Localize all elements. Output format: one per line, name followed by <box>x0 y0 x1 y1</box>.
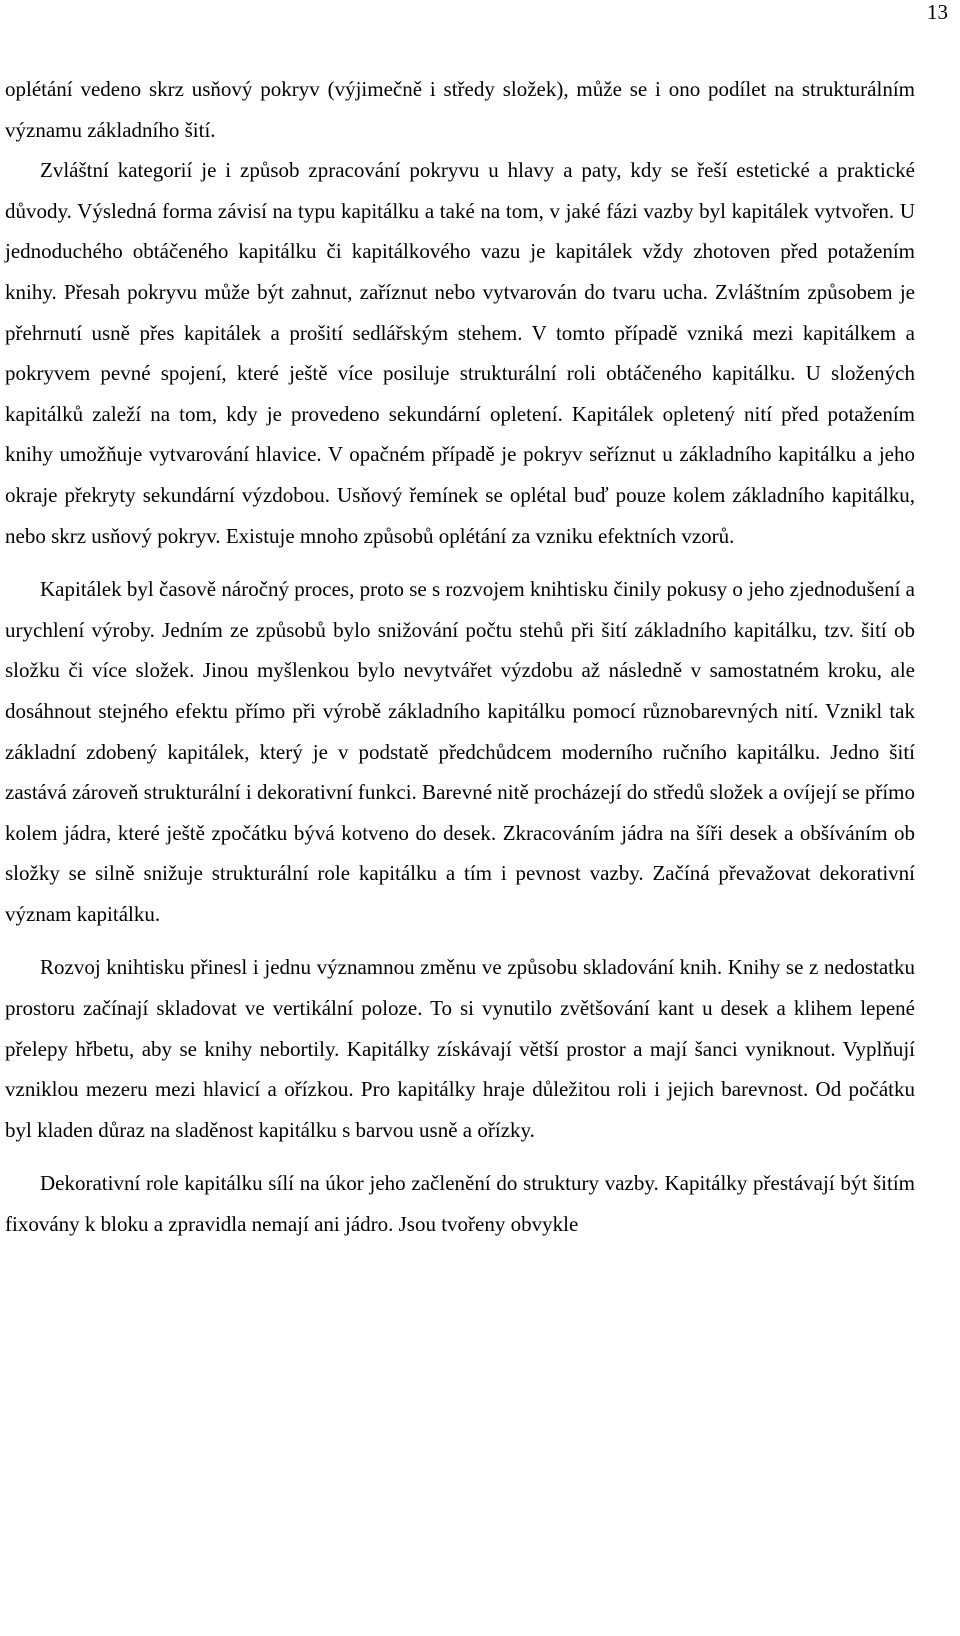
paragraph-continuation: oplétání vedeno skrz usňový pokryv (výjimečně i středy složek), může se i ono podílet na strukturálním významu základního šití. <box>5 77 915 142</box>
page-number: 13 <box>927 0 948 24</box>
paragraph-simplification: Kapitálek byl časově náročný proces, proto se s rozvojem knihtisku činily pokusy o jeho zjednodušení a urychlení výroby. Jedním ze způsobů bylo snižování počtu stehů při šití základního kapitálku, tzv. šití ob složku či více složek. Jinou myšlenkou bylo nevytvářet výzdobu až následně v samostatném kroku, ale dosáhnout stejného efektu přímo při výrobě základního kapitálku pomocí různobarevných nití. Vznikl tak základní zdobený kapitálek, který je v podstatě předchůdcem moderního ručního kapitálku. Jedno šití zastává zároveň strukturální i dekorativní funkci. Barevné nitě procházejí do středů složek a ovíjejí se přímo kolem jádra, které ještě zpočátku bývá kotveno do desek. Zkracováním jádra na šíři desek a obšíváním ob složky se silně snižuje strukturální role kapitálku a tím i pevnost vazby. Začíná převažovat dekorativní význam kapitálku. <box>5 577 915 926</box>
paragraph-printing-storage: Rozvoj knihtisku přinesl i jednu významnou změnu ve způsobu skladování knih. Knihy se z nedostatku prostoru začínají skladovat ve vertikální poloze. To si vynutilo zvětšování kant u desek a klihem lepené přelepy hřbetu, aby se knihy nebortily. Kapitálky získávají větší prostor a mají šanci vyniknout. Vyplňují vzniklou mezeru mezi hlavicí a ořízkou. Pro kapitálky hraje důležitou roli i jejich barevnost. Od počátku byl kladen důraz na sladěnost kapitálku s barvou usně a ořízky. <box>5 955 915 1142</box>
body-text <box>5 69 915 1245</box>
paragraph-decorative-role: Dekorativní role kapitálku sílí na úkor jeho začlenění do struktury vazby. Kapitálky přestávají být šitím fixovány k bloku a zpravidla nemají ani jádro. Jsou tvořeny obvykle <box>5 1171 915 1237</box>
paragraph-cover-treatment: Zvláštní kategorií je i způsob zpracování pokryvu u hlavy a paty, kdy se řeší estetické a praktické důvody. Výsledná forma závisí na typu kapitálku a také na tom, v jaké fázi vazby byl kapitálek vytvořen. U jednoduchého obtáčeného kapitálku či kapitálkového vazu je kapitálek vždy zhotoven před potažením knihy. Přesah pokryvu může být zahnut, zaříznut nebo vytvarován do tvaru ucha. Zvláštním způsobem je přehrnutí usně přes kapitálek a prošití sedlářským stehem. V tomto případě vzniká mezi kapitálkem a pokryvem pevné spojení, které ještě více posiluje strukturální roli obtáčeného kapitálku. U složených kapitálků zaleží na tom, kdy je provedeno sekundární opletení. Kapitálek opletený nití před potažením knihy umožňuje vytvarování hlavice. V opačném případě je pokryv seříznut u základního kapitálku a jeho okraje překryty sekundární výzdobou. Usňový řemínek se oplétal buď pouze kolem základního kapitálku, nebo skrz usňový pokryv. Existuje mnoho způsobů oplétání za vzniku efektních vzorů. <box>5 158 915 548</box>
